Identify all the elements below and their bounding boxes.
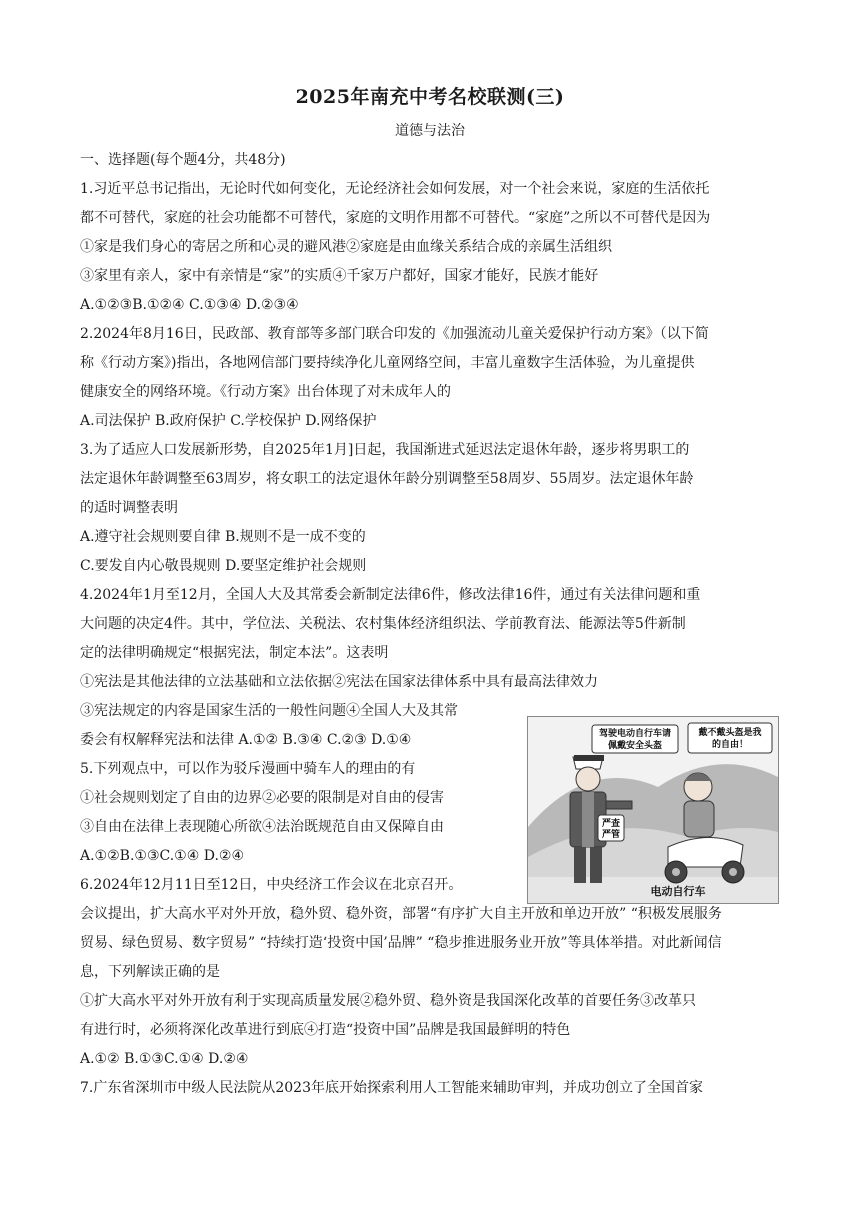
cartoon-svg bbox=[528, 717, 778, 903]
police-speech-1: 驾驶电动自行车请 bbox=[598, 729, 672, 739]
answer-options: A.①② B.①③C.①④ D.②④ bbox=[80, 1051, 249, 1067]
answer-options: 委会有权解释宪法和法律 A.①② B.③④ C.②③ D.①④ bbox=[80, 732, 412, 748]
text-line: 5.下列观点中，可以作为驳斥漫画中骑车人的理由的有 bbox=[80, 761, 416, 777]
text-line: 1.习近平总书记指出，无论时代如何变化，无论经济社会如何发展，对一个社会来说，家庭的生活依托 bbox=[80, 181, 710, 197]
text-line: ①扩大高水平对外开放有利于实现高质量发展②稳外贸、稳外资是我国深化改革的首要任务③改革只 bbox=[80, 993, 696, 1009]
text-line: 健康安全的网络环境。《行动方案》出台体现了对未成年人的 bbox=[80, 384, 451, 400]
rider-speech-bubble bbox=[688, 723, 772, 753]
answer-options: C.要发自内心敬畏规则 D.要坚定维护社会规则 bbox=[80, 558, 367, 574]
cartoon-illustration bbox=[527, 716, 779, 904]
text-line: ③自由在法律上表现随心所欲④法治既规范自由又保障自由 bbox=[80, 819, 444, 835]
text-line: 大问题的决定4件。其中，学位法、关税法、农村集体经济组织法、学前教育法、能源法等5件新制 bbox=[80, 616, 686, 632]
text-line: ①家是我们身心的寄居之所和心灵的避风港②家庭是由血缘关系结合成的亲属生活组织 bbox=[80, 239, 612, 255]
text-line: ①宪法是其他法律的立法基础和立法依据②宪法在国家法律体系中具有最高法律效力 bbox=[80, 674, 598, 690]
section-heading: 一、选择题(每个题4分，共48分) bbox=[80, 152, 286, 168]
text-line: 息，下列解读正确的是 bbox=[80, 964, 220, 980]
page-title: 2025年南充中考名校联测(三) bbox=[295, 86, 565, 108]
text-line: ③宪法规定的内容是国家生活的一般性问题④全国人大及其常 bbox=[80, 703, 458, 719]
text-line: ③家里有亲人，家中有亲情是“家”的实质④千家万户都好，国家才能好，民族才能好 bbox=[80, 268, 599, 284]
text-line: ①社会规则划定了自由的边界②必要的限制是对自由的侵害 bbox=[80, 790, 444, 806]
text-line: 2.2024年8月16日，民政部、教育部等多部门联合印发的《加强流动儿童关爱保护行动方案》（以下简 bbox=[80, 326, 709, 342]
answer-options: A.①②③B.①②④ C.①③④ D.②③④ bbox=[80, 297, 299, 313]
armband-text-2: 严管 bbox=[601, 830, 621, 840]
answer-options: A.①②B.①③C.①④ D.②④ bbox=[80, 848, 244, 864]
text-line: 贸易、绿色贸易、数字贸易” “持续打造‘投资中国’品牌” “稳步推进服务业开放”等具体举措。对此新闻信 bbox=[80, 935, 722, 951]
cartoon-caption: 电动自行车 bbox=[650, 885, 706, 898]
rider-speech-2: 的自由！ bbox=[711, 740, 749, 750]
text-line: 3.为了适应人口发展新形势，自2025年1月]日起，我国渐进式延迟法定退休年龄，逐步将男职工的 bbox=[80, 442, 690, 458]
text-line: 的适时调整表明 bbox=[80, 500, 178, 516]
answer-options: A.司法保护 B.政府保护 C.学校保护 D.网络保护 bbox=[80, 413, 377, 429]
text-line: 都不可替代，家庭的社会功能都不可替代，家庭的文明作用都不可替代。“家庭”之所以不可替代是因为 bbox=[80, 210, 711, 226]
answer-options: A.遵守社会规则要自律 B.规则不是一成不变的 bbox=[80, 529, 366, 545]
text-line: 4.2024年1月至12月，全国人大及其常委会新制定法律6件，修改法律16件，通过有关法律问题和重 bbox=[80, 587, 701, 603]
text-line: 有进行时，必须将深化改革进行到底④打造“投资中国”品牌是我国最鲜明的特色 bbox=[80, 1022, 571, 1038]
text-line: 称《行动方案》)指出，各地网信部门要持续净化儿童网络空间，丰富儿童数字生活体验，为儿童提供 bbox=[80, 355, 695, 371]
text-line: 法定退休年龄调整至63周岁，将女职工的法定退休年龄分别调整至58周岁、55周岁。法定退休年龄 bbox=[80, 471, 694, 487]
text-line: 定的法律明确规定“根据宪法，制定本法”。这表明 bbox=[80, 645, 389, 661]
armband-sign bbox=[598, 815, 624, 841]
text-line: 会议提出，扩大高水平对外开放，稳外贸、稳外资，部署“有序扩大自主开放和单边开放” “积极发展服务 bbox=[80, 906, 722, 922]
subject-title: 道德与法治 bbox=[395, 123, 465, 139]
rider-speech-1: 戴不戴头盔是我 bbox=[698, 728, 762, 738]
police-speech-bubble bbox=[592, 725, 678, 753]
armband-text-1: 严查 bbox=[601, 819, 621, 829]
text-line: 7.广东省深圳市中级人民法院从2023年底开始探索利用人工智能来辅助审判，并成功创立了全国首家 bbox=[80, 1080, 703, 1096]
police-speech-2: 佩戴安全头盔 bbox=[607, 741, 663, 751]
text-line: 6.2024年12月11日至12日，中央经济工作会议在北京召开。 bbox=[80, 877, 463, 893]
